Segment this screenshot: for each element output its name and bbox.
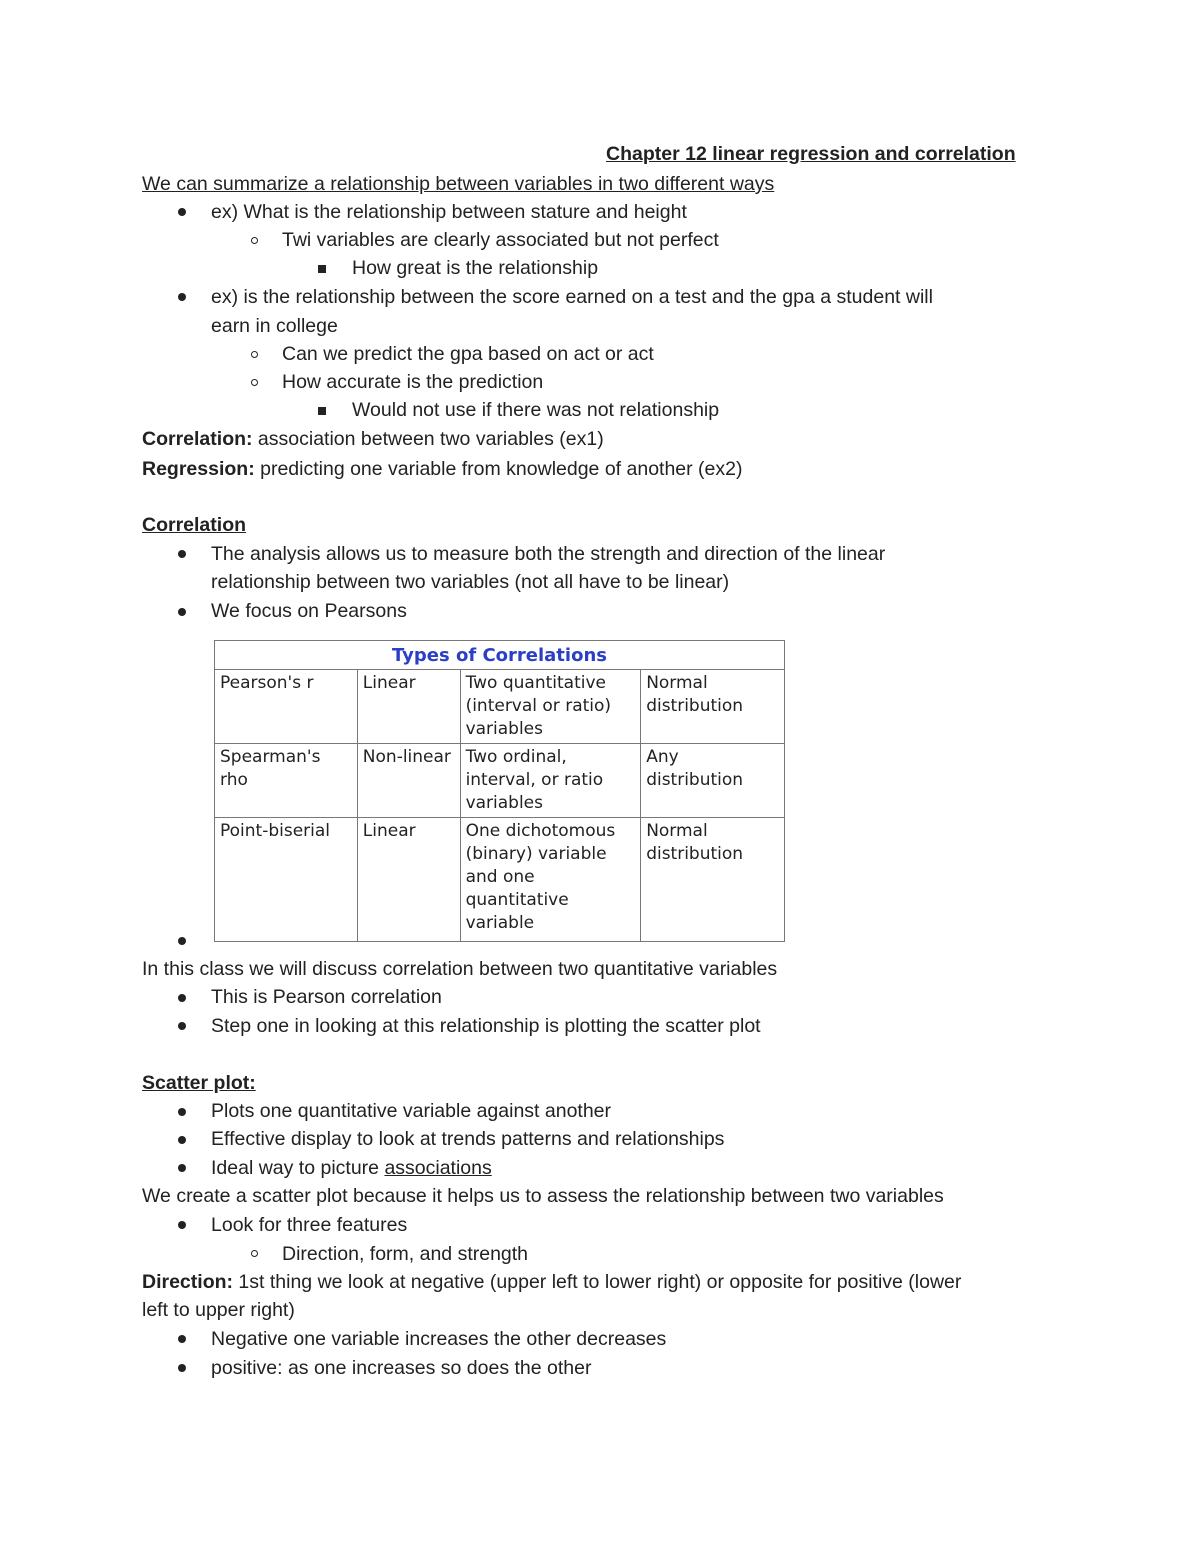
bullet-icon (178, 1364, 186, 1372)
table-cell: Two quantitative (interval or ratio) variables (460, 670, 641, 744)
definition-text: association between two variables (ex1) (252, 428, 604, 450)
page-title: Chapter 12 linear regression and correlation (606, 143, 1016, 165)
list-item: How great is the relationship (352, 257, 599, 279)
associations-link[interactable]: associations (384, 1157, 492, 1179)
table-cell: Spearman's rho (215, 744, 358, 818)
list-item: Can we predict the gpa based on act or act (282, 343, 654, 365)
list-item: positive: as one increases so does the other (211, 1357, 592, 1379)
circle-bullet-icon (251, 237, 258, 244)
paragraph: In this class we will discuss correlation between two quantitative variables (142, 958, 778, 980)
definition-term: Regression: (142, 458, 255, 480)
list-item: Would not use if there was not relationship (352, 399, 720, 421)
table-cell: Any distribution (641, 744, 785, 818)
list-item: This is Pearson correlation (211, 986, 442, 1008)
regression-definition (142, 456, 742, 482)
table-row (215, 744, 785, 818)
table-cell: Point-biserial (215, 818, 358, 942)
table-cell: Normal distribution (641, 670, 785, 744)
square-bullet-icon (318, 265, 326, 273)
list-item: ex) is the relationship between the score earned on a test and the gpa a student will (211, 286, 933, 308)
bullet-icon (178, 293, 186, 301)
table-row (215, 818, 785, 942)
list-item: How accurate is the prediction (282, 371, 544, 393)
bullet-icon (178, 550, 186, 558)
circle-bullet-icon (251, 351, 258, 358)
definition-term: Direction: (142, 1271, 234, 1293)
list-item: The analysis allows us to measure both the strength and direction of the linear (211, 543, 886, 565)
bullet-icon (178, 1108, 186, 1116)
square-bullet-icon (318, 407, 326, 415)
list-item: Plots one quantitative variable against another (211, 1100, 612, 1122)
definition-term: Correlation: (142, 428, 253, 450)
list-item: Look for three features (211, 1214, 408, 1236)
circle-bullet-icon (251, 1250, 258, 1257)
table-cell: Non-linear (357, 744, 460, 818)
list-item: ex) What is the relationship between stature and height (211, 201, 687, 223)
list-item: Twi variables are clearly associated but not perfect (282, 229, 719, 251)
table-cell: Linear (357, 818, 460, 942)
table-cell: One dichotomous (binary) variable and one quantitative variable (460, 818, 641, 942)
bullet-icon (178, 1221, 186, 1229)
list-item-continuation: earn in college (211, 315, 338, 337)
table-cell: Two ordinal, interval, or ratio variables (460, 744, 641, 818)
list-item-continuation: relationship between two variables (not all have to be linear) (211, 571, 730, 593)
table-cell: Linear (357, 670, 460, 744)
table-title: Types of Correlations (215, 641, 785, 670)
table-cell: Pearson's r (215, 670, 358, 744)
list-item (211, 1155, 492, 1181)
list-item: Effective display to look at trends patterns and relationships (211, 1128, 725, 1150)
list-item: Negative one variable increases the other decreases (211, 1328, 667, 1350)
list-item: We focus on Pearsons (211, 600, 407, 622)
list-item: Step one in looking at this relationship is plotting the scatter plot (211, 1015, 761, 1037)
correlation-definition (142, 426, 604, 452)
direction-definition (142, 1269, 961, 1295)
circle-bullet-icon (251, 379, 258, 386)
section-heading-scatter-plot: Scatter plot: (142, 1072, 256, 1094)
list-item-text: Ideal way to picture (211, 1157, 385, 1179)
definition-text: predicting one variable from knowledge of another (ex2) (254, 458, 743, 480)
correlation-types-table (214, 640, 785, 942)
definition-text: 1st thing we look at negative (upper left to lower right) or opposite for positive (lower (233, 1271, 962, 1293)
bullet-icon (178, 608, 186, 616)
bullet-icon (178, 208, 186, 216)
paragraph: We create a scatter plot because it helps us to assess the relationship between two variables (142, 1185, 944, 1207)
bullet-icon (178, 1136, 186, 1144)
bullet-icon (178, 1335, 186, 1343)
direction-definition-continuation: left to upper right) (142, 1299, 295, 1321)
bullet-icon (178, 1164, 186, 1172)
bullet-icon (178, 994, 186, 1002)
section-heading-correlation: Correlation (142, 514, 247, 536)
intro-heading: We can summarize a relationship between variables in two different ways (142, 173, 775, 195)
bullet-icon (178, 937, 186, 945)
table-row (215, 670, 785, 744)
bullet-icon (178, 1022, 186, 1030)
table-cell: Normal distribution (641, 818, 785, 942)
list-item: Direction, form, and strength (282, 1243, 529, 1265)
